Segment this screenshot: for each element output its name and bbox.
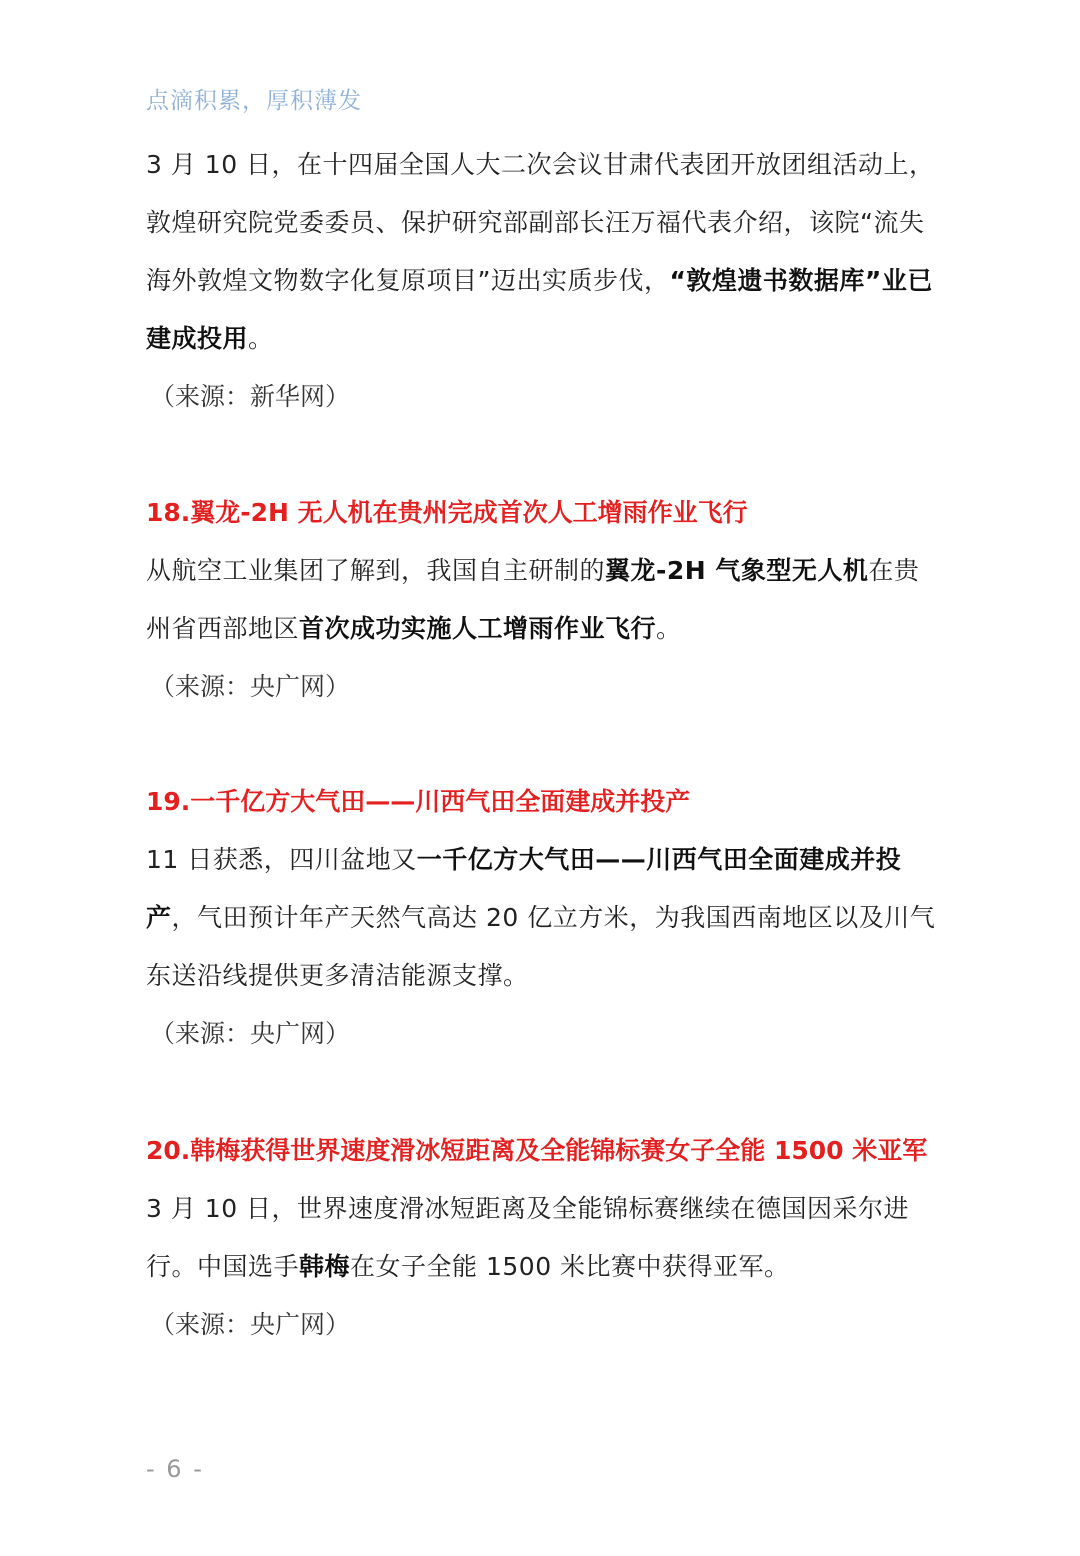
article-20 bbox=[146, 1122, 936, 1354]
article-title: 18.翼龙-2H 无人机在贵州完成首次人工增雨作业飞行 bbox=[146, 498, 748, 527]
body-text: 在女子全能 1500 米比赛中获得亚军。 bbox=[350, 1252, 790, 1281]
article-title: 19.一千亿方大气田——川西气田全面建成并投产 bbox=[146, 787, 691, 816]
article-17-continuation bbox=[146, 136, 936, 426]
page-header: 点滴积累，厚积薄发 bbox=[146, 88, 362, 114]
body-text: 3 月 10 日，世界速度滑冰短距离及全能锦标赛继续在德国因采尔进行。中国选手 bbox=[146, 1194, 910, 1281]
highlight-text: “敦煌遗书数据库”业已建成投用 bbox=[146, 266, 933, 353]
body-text: 在贵州省西部地区 bbox=[146, 556, 920, 643]
body-text: 。 bbox=[656, 614, 682, 643]
highlight-text: 翼龙-2H 气象型无人机 bbox=[605, 556, 869, 585]
article-body bbox=[146, 542, 936, 658]
highlight-text: 首次成功实施人工增雨作业飞行 bbox=[299, 614, 657, 643]
article-19 bbox=[146, 773, 936, 1063]
article-source: （来源：新华网） bbox=[150, 382, 351, 411]
page-number: - 6 - bbox=[146, 1455, 204, 1483]
highlight-text: 韩梅 bbox=[299, 1252, 351, 1281]
article-body bbox=[146, 1180, 936, 1296]
article-body bbox=[146, 136, 936, 368]
article-source: （来源：央广网） bbox=[150, 1310, 351, 1339]
body-text: 3 月 10 日，在十四届全国人大二次会议甘肃代表团开放团组活动上，敦煌研究院党委委员、保护研究部副部长汪万福代表介绍，该院“流失海外敦煌文物数字化复原项目”迈出实质步伐， bbox=[146, 150, 935, 295]
article-source: （来源：央广网） bbox=[150, 1019, 351, 1048]
article-title: 20.韩梅获得世界速度滑冰短距离及全能锦标赛女子全能 1500 米亚军 bbox=[146, 1136, 928, 1165]
body-text: 。 bbox=[248, 324, 274, 353]
highlight-text: 一千亿方大气田——川西气田全面建成并投产 bbox=[146, 845, 902, 932]
body-text: 11 日获悉，四川盆地又 bbox=[146, 845, 417, 874]
article-source: （来源：央广网） bbox=[150, 672, 351, 701]
body-text: 从航空工业集团了解到，我国自主研制的 bbox=[146, 556, 606, 585]
article-body bbox=[146, 831, 936, 1005]
article-18 bbox=[146, 484, 936, 716]
body-text: ，气田预计年产天然气高达 20 亿立方米，为我国西南地区以及川气东送沿线提供更多清洁能源支撑。 bbox=[146, 903, 936, 990]
